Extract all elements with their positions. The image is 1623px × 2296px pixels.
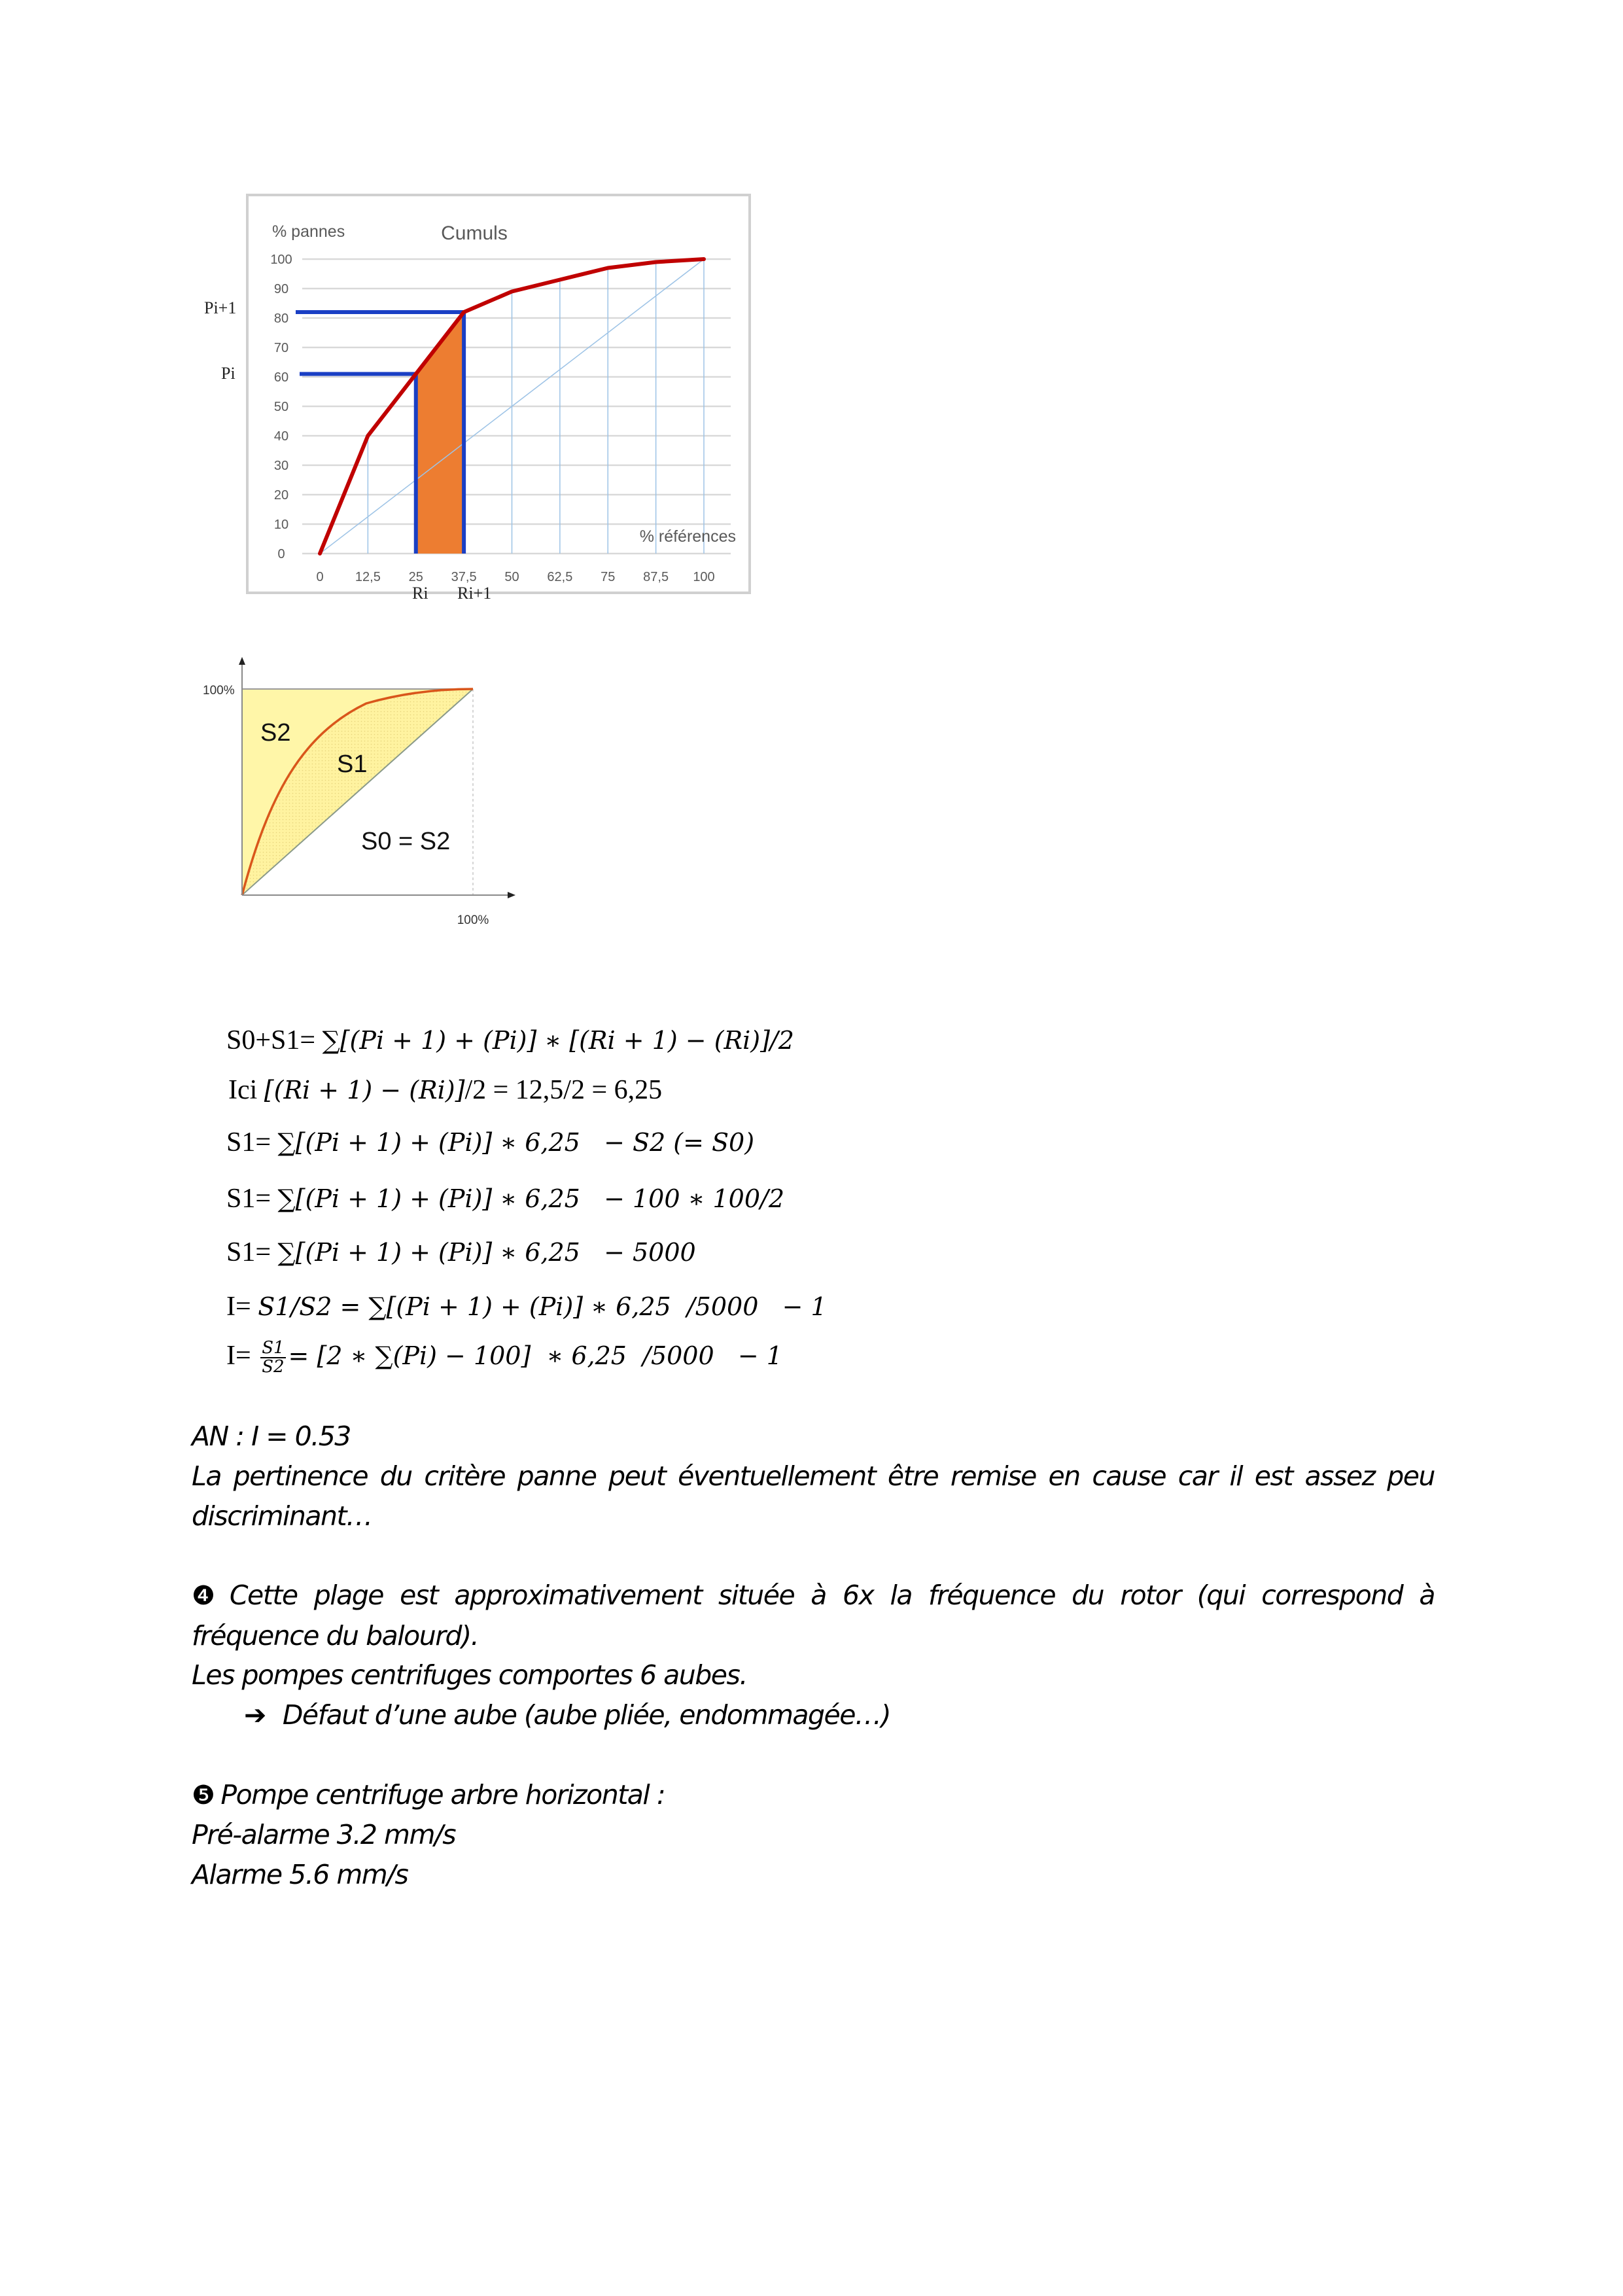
section-4-conclusion — [192, 1695, 1435, 1735]
x-tick-label: 50 — [504, 570, 519, 584]
formula-lhs: S0+S1= — [226, 1025, 323, 1055]
ri-plus-1-label: Ri+1 — [457, 584, 492, 603]
fraction-numerator: S1 — [262, 1338, 285, 1358]
region-label-s0: S0 = S2 — [361, 828, 451, 855]
x-axis-title: % références — [639, 527, 736, 546]
highlight-area — [416, 312, 464, 554]
formula-rhs: /2 = 12,5/2 = 6,25 — [464, 1075, 663, 1105]
alarm-threshold: Alarme 5.6 mm/s — [192, 1859, 408, 1890]
an-result: AN : I = 0.53 — [192, 1421, 351, 1452]
x-tick-label: 12,5 — [355, 570, 381, 584]
formula-s1-c — [213, 1211, 696, 1266]
conclusion-text: Défaut d’une aube (aube pliée, endommagée…) — [282, 1699, 890, 1731]
formula-rhs: ∑[(Pi + 1) + (Pi)] ∗ 6,25 − S2 (= S0) — [277, 1128, 755, 1157]
formula-index-b — [213, 1312, 782, 1377]
region-label-s2: S2 — [260, 719, 291, 747]
y-tick-label: 80 — [273, 311, 289, 326]
x-tick-label: 37,5 — [451, 570, 477, 584]
x-tick-label: 0 — [316, 570, 324, 584]
pre-alarm-threshold: Pré-alarme 3.2 mm/s — [192, 1819, 456, 1850]
y-tick-label: 10 — [273, 518, 289, 532]
chart-canvas — [249, 196, 748, 592]
fraction-denominator: S2 — [262, 1357, 285, 1377]
y-tick-label: 40 — [273, 429, 289, 444]
pareto-cumulative-chart — [246, 194, 751, 594]
y-tick-label: 50 — [273, 400, 289, 414]
formula-rhs: ∑[(Pi + 1) + (Pi)] ∗ [(Ri + 1) − (Ri)]/2 — [322, 1026, 794, 1055]
circled-4-icon: ❹ — [192, 1581, 223, 1611]
y-axis-title: % pannes — [272, 222, 345, 241]
y-tick-label: 60 — [273, 370, 289, 385]
formula-lhs: Ici — [228, 1075, 264, 1105]
region-label-s1: S1 — [337, 751, 368, 778]
x-axis-arrow-icon — [508, 892, 515, 898]
x-tick-label: 25 — [408, 570, 423, 584]
formula-s1-b — [213, 1157, 784, 1212]
grid-lines — [302, 259, 731, 554]
pertinence-paragraph: La pertinence du critère panne peut éventuellement être remise en cause car il est assez peu discriminant… — [192, 1460, 1435, 1532]
circled-5-icon: ❺ — [192, 1780, 215, 1810]
y-axis-arrow-icon — [239, 657, 245, 665]
formula-lhs: S1= — [226, 1127, 278, 1157]
gini-area-diagram — [196, 654, 536, 942]
y-tick-label: 0 — [277, 547, 285, 561]
formula-rhs: S1/S2 = ∑[(Pi + 1) + (Pi)] ∗ 6,25 /5000 − 1 — [258, 1292, 827, 1321]
pi-plus-1-label: Pi+1 — [204, 298, 237, 317]
y-tick-label: 30 — [273, 459, 289, 473]
highlight-trapezoid — [416, 312, 464, 554]
y-axis-100-label: 100% — [203, 684, 235, 698]
chart-title: Cumuls — [441, 222, 508, 244]
formula-s0-s1 — [213, 999, 794, 1054]
fraction — [260, 1339, 285, 1377]
formula-rhs: ∑[(Pi + 1) + (Pi)] ∗ 6,25 − 5000 — [277, 1238, 696, 1267]
y-tick-label: 20 — [273, 488, 289, 503]
section-5-title — [192, 1775, 1435, 1816]
diagram-canvas — [196, 654, 536, 942]
x-tick-label: 75 — [601, 570, 616, 584]
ri-label: Ri — [412, 584, 428, 603]
y-tick-label: 70 — [273, 341, 289, 355]
formula-rhs: = [2 ∗ ∑(Pi) − 100] ∗ 6,25 /5000 − 1 — [288, 1341, 782, 1370]
formula-mid: [(Ri + 1) − (Ri)] — [264, 1076, 465, 1104]
x-axis-100-label: 100% — [457, 913, 489, 927]
pi-label: Pi — [221, 364, 236, 383]
x-tick-label: 62,5 — [547, 570, 573, 584]
formula-s1-a — [213, 1101, 754, 1156]
section-4-paragraph — [192, 1576, 1435, 1656]
formula-lhs: S1= — [226, 1184, 278, 1214]
arrow-right-icon: ➔ — [244, 1699, 266, 1731]
formula-rhs: ∑[(Pi + 1) + (Pi)] ∗ 6,25 − 100 ∗ 100/2 — [277, 1184, 785, 1213]
x-tick-label: 87,5 — [643, 570, 669, 584]
formula-ici — [215, 1049, 662, 1104]
y-tick-label: 100 — [270, 253, 292, 267]
y-tick-label: 90 — [273, 282, 289, 296]
x-tick-label: 100 — [693, 570, 715, 584]
section-4-text: Cette plage est approximativement située à 6x la fréquence du rotor (qui correspond à fréquence du balourd). — [192, 1580, 1435, 1651]
section-5-text: Pompe centrifuge arbre horizontal : — [220, 1779, 665, 1810]
formula-lhs: S1= — [226, 1237, 278, 1267]
section-4-aubes: Les pompes centrifuges comportes 6 aubes. — [192, 1659, 747, 1691]
formula-lhs: I= — [226, 1340, 258, 1371]
formula-lhs: I= — [226, 1292, 258, 1322]
